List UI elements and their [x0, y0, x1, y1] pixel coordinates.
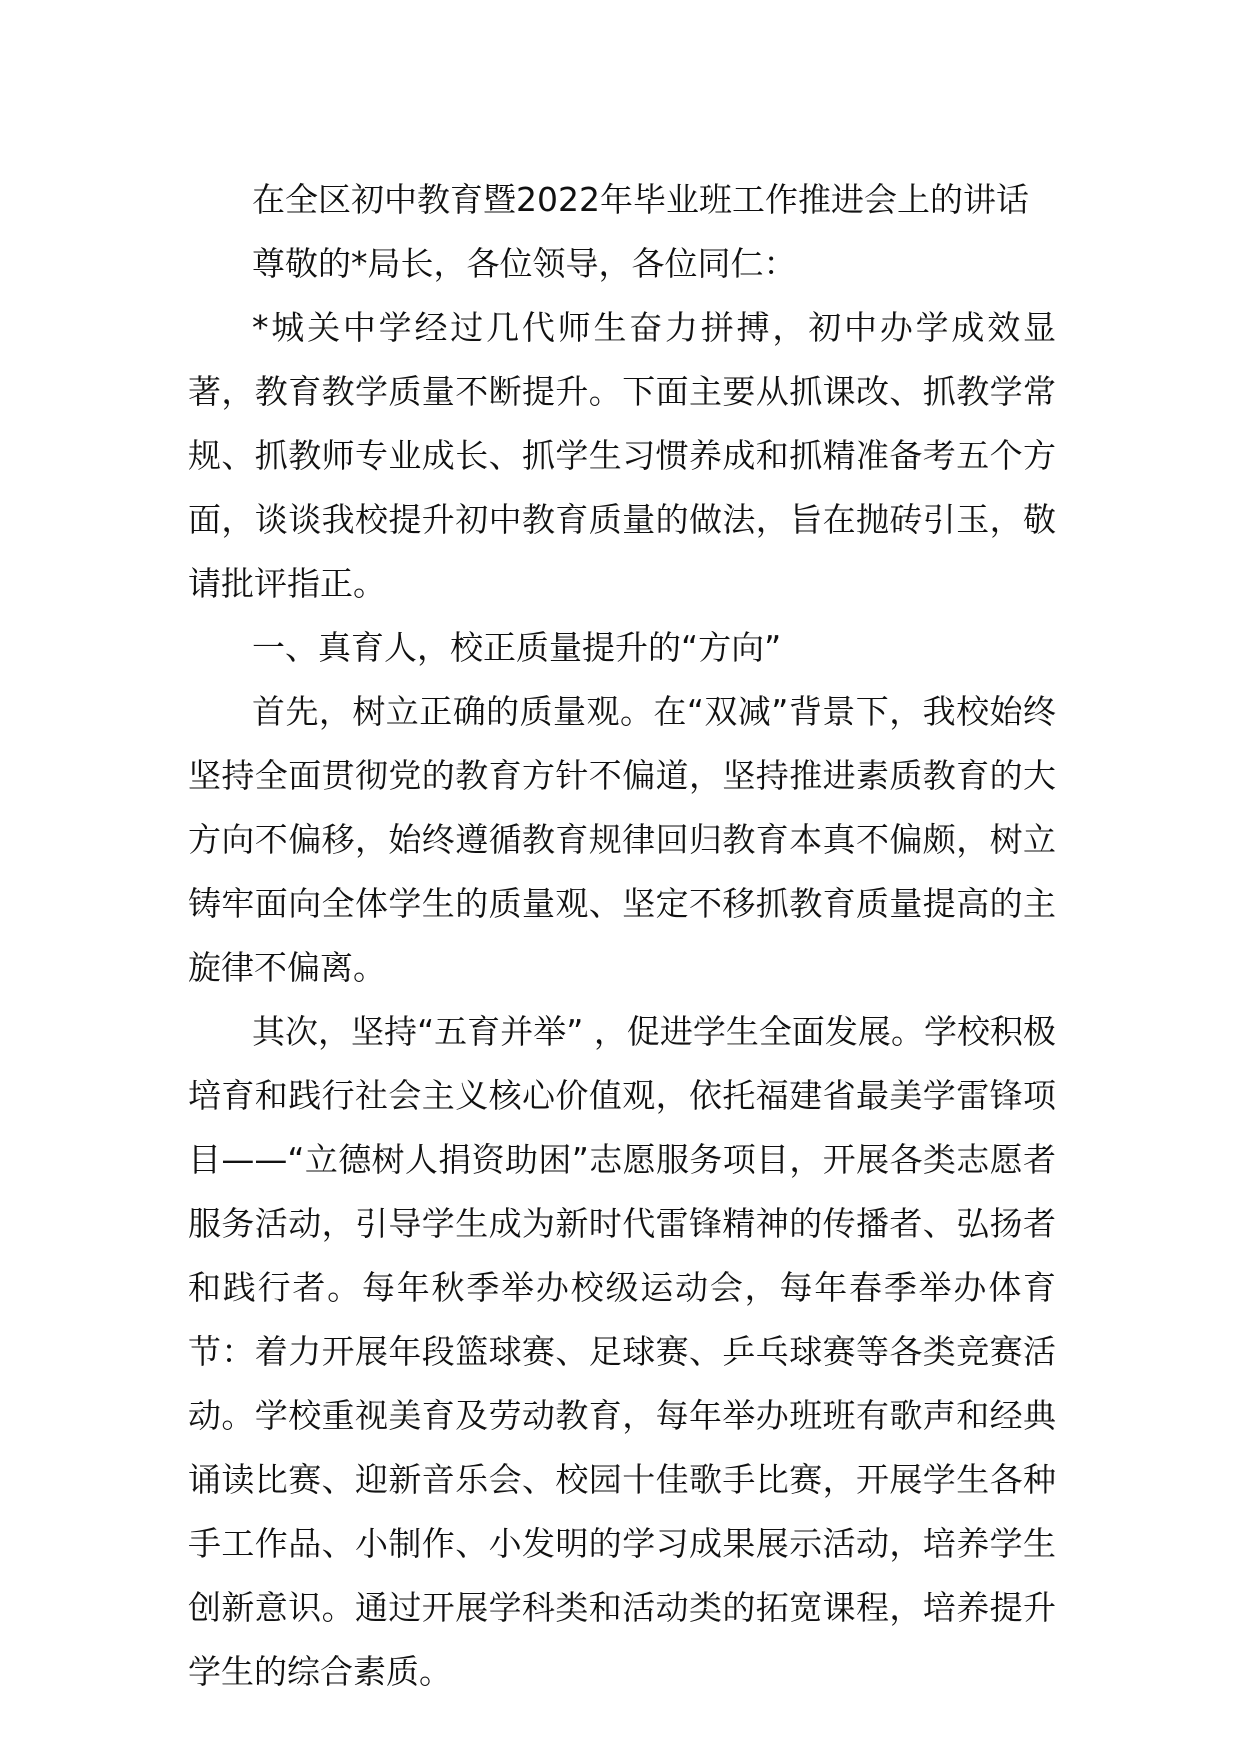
document-body [188, 168, 1056, 1704]
section-heading: 一、真育人，校正质量提升的“方向” [252, 628, 782, 667]
paragraph-five-education: 其次，坚持“五育并举” ，促进学生全面发展。学校积极培育和践行社会主义核心价值观，依托福建省最美学雷锋项目——“立德树人捐资助困”志愿服务项目，开展各类志愿者服务活动，引导学生成为新时代雷锋精神的传播者、弘扬者和践行者。每年秋季举办校级运动会，每年春季举办体育节：着力开展年段篮球赛、足球赛、乒乓球赛等各类竞赛活动。学校重视美育及劳动教育，每年举办班班有歌声和经典诵读比赛、迎新音乐会、校园十佳歌手比赛，开展学生各种手工作品、小制作、小发明的学习成果展示活动，培养学生创新意识。通过开展学科类和活动类的拓宽课程，培养提升学生的综合素质。 [188, 1012, 1056, 1691]
paragraph-intro: *城关中学经过几代师生奋力拼搏，初中办学成效显著，教育教学质量不断提升。下面主要从抓课改、抓教学常规、抓教师专业成长、抓学生习惯养成和抓精准备考五个方面，谈谈我校提升初中教育质量的做法，旨在抛砖引玉，敬请批评指正。 [188, 308, 1056, 603]
document-title: 在全区初中教育暨2022年毕业班工作推进会上的讲话 [252, 180, 1029, 219]
paragraph-quality-view: 首先，树立正确的质量观。在“双减”背景下，我校始终坚持全面贯彻党的教育方针不偏道，坚持推进素质教育的大方向不偏移，始终遵循教育规律回归教育本真不偏颇，树立铸牢面向全体学生的质量观、坚定不移抓教育质量提高的主旋律不偏离。 [188, 692, 1056, 987]
greeting: 尊敬的*局长，各位领导，各位同仁： [252, 244, 797, 283]
